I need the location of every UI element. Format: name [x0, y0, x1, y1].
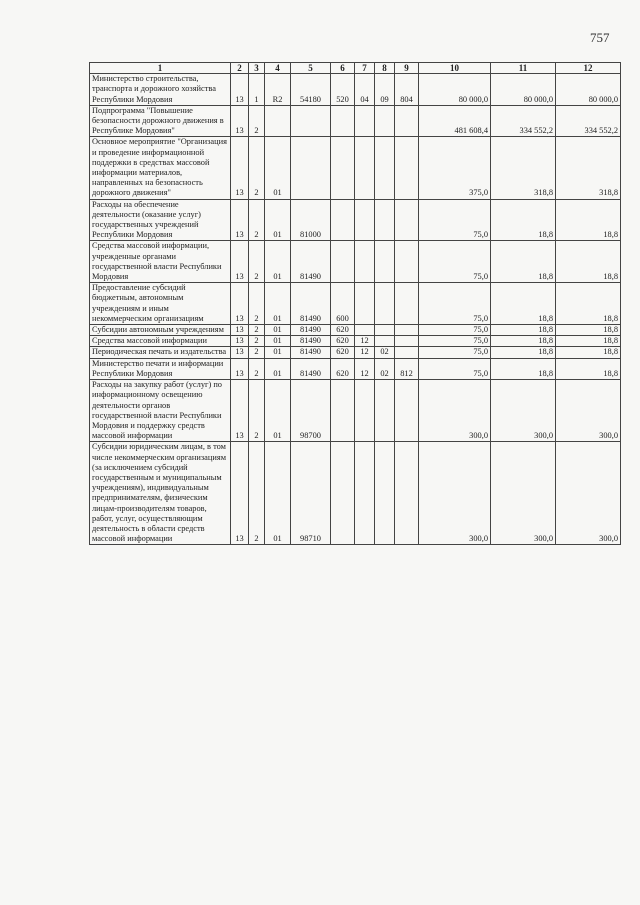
- amount-cell: 18,8: [556, 336, 621, 347]
- header-row: [90, 63, 621, 74]
- code-cell: [395, 241, 419, 283]
- amount-cell: 18,8: [556, 358, 621, 379]
- amount-cell: 75,0: [419, 358, 491, 379]
- code-cell: 01: [265, 283, 291, 325]
- amount-cell: 75,0: [419, 199, 491, 241]
- code-cell: 01: [265, 325, 291, 336]
- amount-cell: 75,0: [419, 347, 491, 358]
- code-cell: R2: [265, 74, 291, 106]
- code-cell: [395, 380, 419, 442]
- code-cell: [355, 325, 375, 336]
- amount-cell: 80 000,0: [419, 74, 491, 106]
- table-row: [90, 137, 621, 199]
- amount-cell: 75,0: [419, 241, 491, 283]
- header-cell: 6: [331, 63, 355, 74]
- code-cell: 620: [331, 325, 355, 336]
- amount-cell: 80 000,0: [491, 74, 556, 106]
- header-cell: 3: [249, 63, 265, 74]
- code-cell: [355, 442, 375, 545]
- code-cell: 01: [265, 358, 291, 379]
- amount-cell: 75,0: [419, 283, 491, 325]
- code-cell: [375, 105, 395, 137]
- amount-cell: 318,8: [491, 137, 556, 199]
- budget-table: [89, 62, 621, 545]
- code-cell: [331, 380, 355, 442]
- code-cell: [291, 105, 331, 137]
- code-cell: 13: [231, 380, 249, 442]
- code-cell: 13: [231, 325, 249, 336]
- code-cell: 13: [231, 442, 249, 545]
- code-cell: [375, 241, 395, 283]
- code-cell: 13: [231, 137, 249, 199]
- code-cell: [355, 241, 375, 283]
- amount-cell: 18,8: [491, 336, 556, 347]
- code-cell: 02: [375, 347, 395, 358]
- code-cell: 13: [231, 105, 249, 137]
- code-cell: 01: [265, 241, 291, 283]
- amount-cell: 18,8: [556, 325, 621, 336]
- amount-cell: 18,8: [491, 283, 556, 325]
- amount-cell: 300,0: [419, 380, 491, 442]
- code-cell: 81000: [291, 199, 331, 241]
- code-cell: 09: [375, 74, 395, 106]
- code-cell: 81490: [291, 336, 331, 347]
- amount-cell: 318,8: [556, 137, 621, 199]
- code-cell: 01: [265, 336, 291, 347]
- code-cell: 2: [249, 283, 265, 325]
- amount-cell: 334 552,2: [491, 105, 556, 137]
- header-cell: 4: [265, 63, 291, 74]
- row-name-cell: Расходы на закупку работ (услуг) по информационному освещению деятельности органов государственной власти Республики Мордовия и поддержку средств массовой информации: [90, 380, 231, 442]
- code-cell: [355, 283, 375, 325]
- code-cell: [395, 137, 419, 199]
- table-row: [90, 199, 621, 241]
- code-cell: [395, 336, 419, 347]
- code-cell: 2: [249, 137, 265, 199]
- amount-cell: 300,0: [491, 442, 556, 545]
- amount-cell: 18,8: [491, 347, 556, 358]
- amount-cell: 334 552,2: [556, 105, 621, 137]
- code-cell: 13: [231, 283, 249, 325]
- table-row: [90, 74, 621, 106]
- code-cell: [395, 199, 419, 241]
- amount-cell: 18,8: [491, 325, 556, 336]
- code-cell: [375, 336, 395, 347]
- code-cell: 12: [355, 358, 375, 379]
- code-cell: 81490: [291, 347, 331, 358]
- row-name-cell: Субсидии юридическим лицам, в том числе некоммерческим организациям (за исключением субсидий государственным и муниципальным учреждениям), индивидуальным предпринимателям, физическим лицам-производителям товаров, работ, услуг, осуществляющим деятельность в области средств массовой информации: [90, 442, 231, 545]
- code-cell: 2: [249, 325, 265, 336]
- header-cell: 8: [375, 63, 395, 74]
- code-cell: 2: [249, 199, 265, 241]
- code-cell: [355, 105, 375, 137]
- table-row: [90, 442, 621, 545]
- row-name-cell: Средства массовой информации: [90, 336, 231, 347]
- row-name-cell: Средства массовой информации, учрежденные органами государственной власти Республики Мордовия: [90, 241, 231, 283]
- code-cell: 13: [231, 336, 249, 347]
- amount-cell: 18,8: [556, 347, 621, 358]
- code-cell: [395, 105, 419, 137]
- code-cell: [265, 105, 291, 137]
- code-cell: [355, 199, 375, 241]
- code-cell: 12: [355, 347, 375, 358]
- code-cell: 81490: [291, 325, 331, 336]
- amount-cell: 18,8: [491, 241, 556, 283]
- code-cell: [291, 137, 331, 199]
- code-cell: 13: [231, 241, 249, 283]
- code-cell: [375, 325, 395, 336]
- table-row: [90, 325, 621, 336]
- code-cell: [375, 380, 395, 442]
- code-cell: 2: [249, 241, 265, 283]
- code-cell: 01: [265, 347, 291, 358]
- code-cell: [355, 380, 375, 442]
- amount-cell: 481 608,4: [419, 105, 491, 137]
- code-cell: 98710: [291, 442, 331, 545]
- header-cell: 7: [355, 63, 375, 74]
- code-cell: 81490: [291, 283, 331, 325]
- code-cell: 01: [265, 442, 291, 545]
- row-name-cell: Основное мероприятие "Организация и проведение информационной поддержки в средствах массовой информации материалов, направленных на безопасность дорожного движения": [90, 137, 231, 199]
- code-cell: [331, 105, 355, 137]
- code-cell: [375, 137, 395, 199]
- amount-cell: 18,8: [556, 241, 621, 283]
- code-cell: 2: [249, 442, 265, 545]
- code-cell: [375, 199, 395, 241]
- header-cell: 12: [556, 63, 621, 74]
- amount-cell: 300,0: [556, 380, 621, 442]
- code-cell: 620: [331, 347, 355, 358]
- amount-cell: 300,0: [491, 380, 556, 442]
- code-cell: 54180: [291, 74, 331, 106]
- row-name-cell: Министерство печати и информации Республики Мордовия: [90, 358, 231, 379]
- code-cell: [395, 283, 419, 325]
- code-cell: [355, 137, 375, 199]
- code-cell: 600: [331, 283, 355, 325]
- amount-cell: 75,0: [419, 336, 491, 347]
- code-cell: 04: [355, 74, 375, 106]
- code-cell: [331, 241, 355, 283]
- amount-cell: 18,8: [556, 199, 621, 241]
- table-row: [90, 105, 621, 137]
- header-cell: 11: [491, 63, 556, 74]
- code-cell: [395, 442, 419, 545]
- row-name-cell: Субсидии автономным учреждениям: [90, 325, 231, 336]
- row-name-cell: Министерство строительства, транспорта и дорожного хозяйства Республики Мордовия: [90, 74, 231, 106]
- row-name-cell: Подпрограмма "Повышение безопасности дорожного движения в Республике Мордовия": [90, 105, 231, 137]
- table-row: [90, 241, 621, 283]
- table-row: [90, 347, 621, 358]
- amount-cell: 75,0: [419, 325, 491, 336]
- table-row: [90, 380, 621, 442]
- header-cell: 1: [90, 63, 231, 74]
- code-cell: 01: [265, 137, 291, 199]
- code-cell: 81490: [291, 241, 331, 283]
- code-cell: 81490: [291, 358, 331, 379]
- code-cell: 2: [249, 105, 265, 137]
- code-cell: 98700: [291, 380, 331, 442]
- code-cell: [395, 325, 419, 336]
- code-cell: [331, 442, 355, 545]
- row-name-cell: Предоставление субсидий бюджетным, автономным учреждениям и иным некоммерческим организациям: [90, 283, 231, 325]
- code-cell: 13: [231, 199, 249, 241]
- code-cell: 2: [249, 358, 265, 379]
- amount-cell: 18,8: [556, 283, 621, 325]
- code-cell: 812: [395, 358, 419, 379]
- code-cell: 13: [231, 347, 249, 358]
- amount-cell: 375,0: [419, 137, 491, 199]
- code-cell: 2: [249, 336, 265, 347]
- code-cell: 520: [331, 74, 355, 106]
- row-name-cell: Периодическая печать и издательства: [90, 347, 231, 358]
- code-cell: 13: [231, 358, 249, 379]
- amount-cell: 18,8: [491, 358, 556, 379]
- header-cell: 10: [419, 63, 491, 74]
- code-cell: [331, 137, 355, 199]
- code-cell: [375, 283, 395, 325]
- amount-cell: 80 000,0: [556, 74, 621, 106]
- code-cell: 01: [265, 380, 291, 442]
- amount-cell: 300,0: [419, 442, 491, 545]
- header-cell: 9: [395, 63, 419, 74]
- code-cell: 2: [249, 380, 265, 442]
- header-cell: 2: [231, 63, 249, 74]
- code-cell: 620: [331, 358, 355, 379]
- amount-cell: 300,0: [556, 442, 621, 545]
- code-cell: 13: [231, 74, 249, 106]
- table-row: [90, 358, 621, 379]
- code-cell: 1: [249, 74, 265, 106]
- code-cell: 2: [249, 347, 265, 358]
- code-cell: 02: [375, 358, 395, 379]
- header-cell: 5: [291, 63, 331, 74]
- table-row: [90, 283, 621, 325]
- code-cell: 804: [395, 74, 419, 106]
- code-cell: [395, 347, 419, 358]
- table-row: [90, 336, 621, 347]
- row-name-cell: Расходы на обеспечение деятельности (оказание услуг) государственных учреждений Республики Мордовия: [90, 199, 231, 241]
- code-cell: 01: [265, 199, 291, 241]
- amount-cell: 18,8: [491, 199, 556, 241]
- code-cell: 12: [355, 336, 375, 347]
- code-cell: [375, 442, 395, 545]
- code-cell: [331, 199, 355, 241]
- code-cell: 620: [331, 336, 355, 347]
- page-number: 757: [590, 30, 610, 45]
